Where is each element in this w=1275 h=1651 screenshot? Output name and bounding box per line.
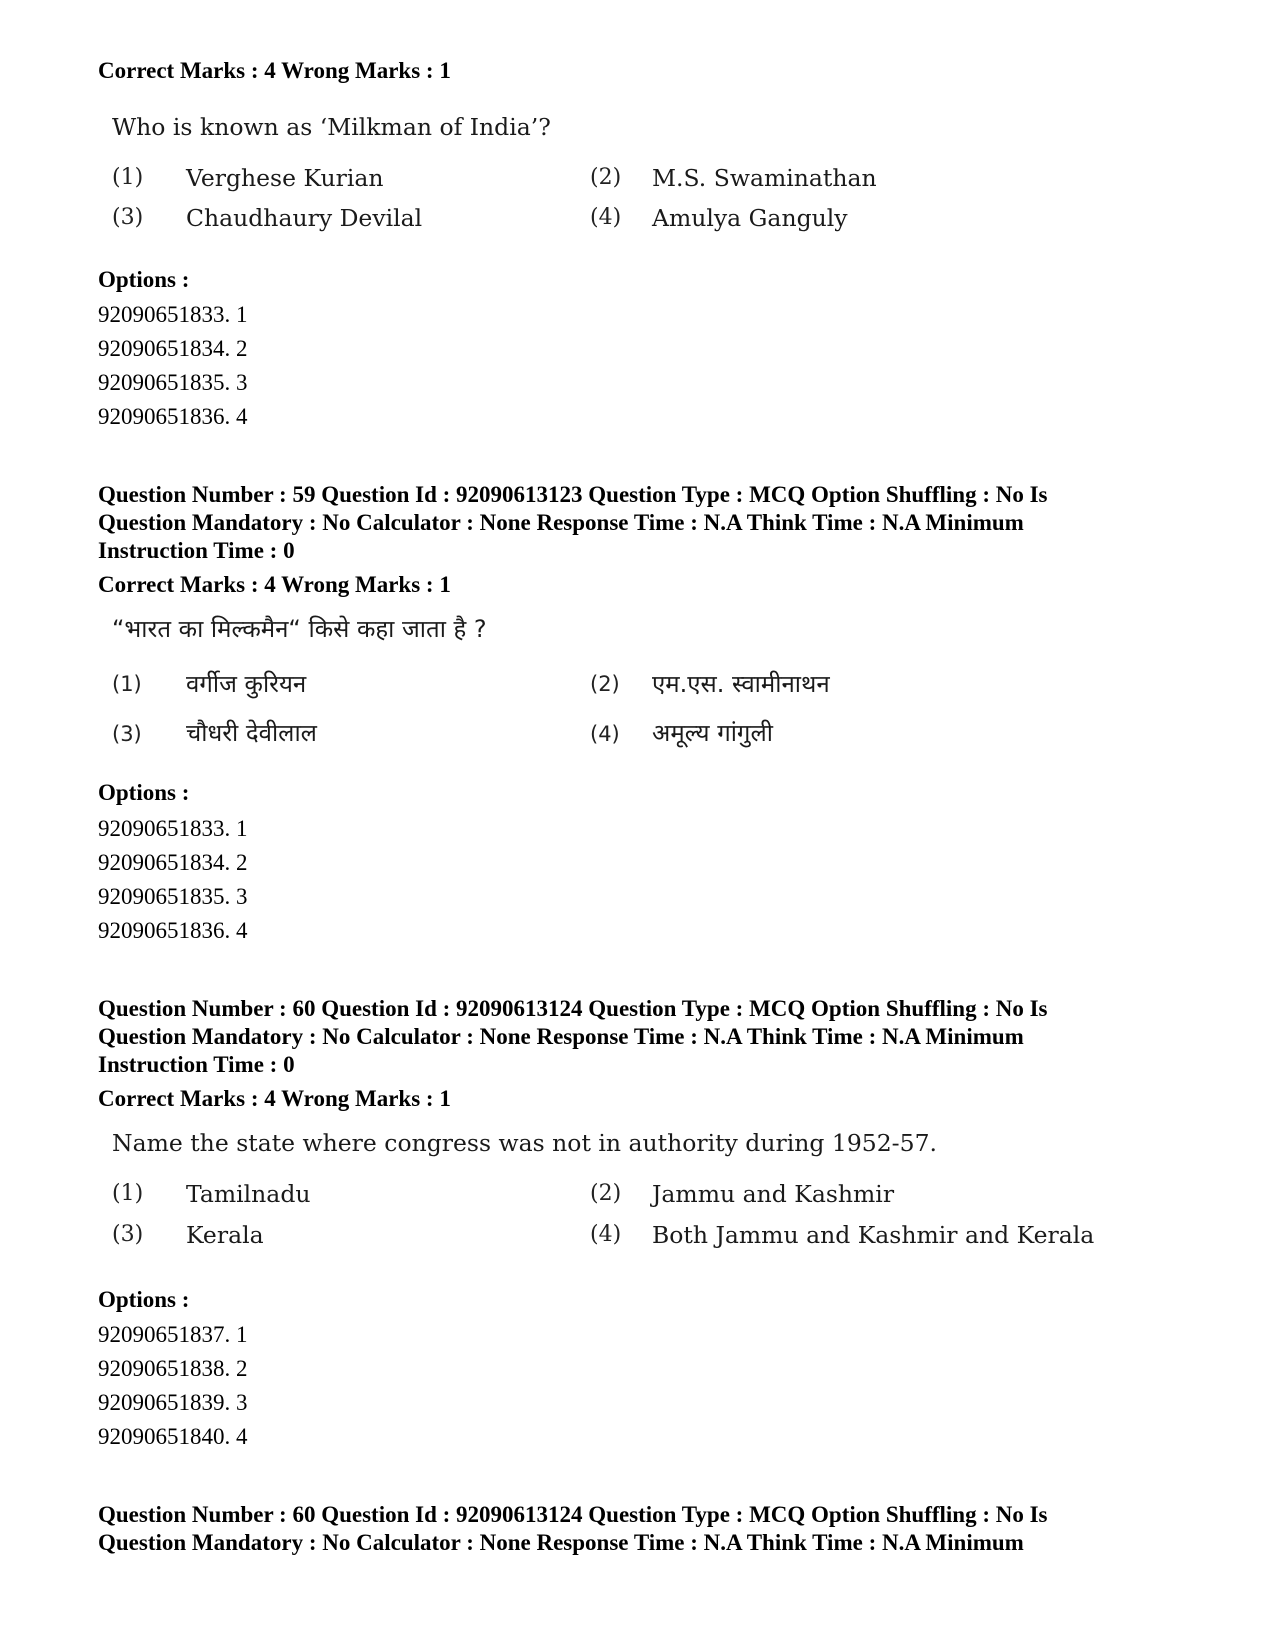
choice-number: (2)	[590, 672, 620, 696]
question-header: Instruction Time : 0	[98, 1052, 295, 1077]
choice-number: (3)	[112, 722, 142, 746]
marks-line: Correct Marks : 4 Wrong Marks : 1	[98, 572, 451, 597]
choice-text: अमूल्य गांगुली	[652, 719, 773, 747]
option-id: 92090651840. 4	[98, 1424, 248, 1449]
choice-number: (1)	[112, 165, 144, 190]
question-header: Question Mandatory : No Calculator : None Response Time : N.A Think Time : N.A Minimum	[98, 1530, 1024, 1555]
choice-number: (4)	[590, 722, 620, 746]
option-id: 92090651839. 3	[98, 1390, 248, 1415]
question-header: Question Number : 60 Question Id : 92090613124 Question Type : MCQ Option Shuffling : No Is	[98, 1502, 1048, 1527]
choice-text: Tamilnadu	[186, 1180, 311, 1208]
option-id: 92090651838. 2	[98, 1356, 248, 1381]
option-id: 92090651836. 4	[98, 404, 248, 429]
options-label: Options :	[98, 1287, 190, 1312]
choice-number: (4)	[590, 205, 622, 230]
choice-number: (1)	[112, 672, 142, 696]
choice-text: Chaudhaury Devilal	[186, 204, 423, 232]
choice-number: (2)	[590, 165, 622, 190]
choice-text: Verghese Kurian	[186, 164, 384, 192]
choice-text: M.S. Swaminathan	[652, 164, 877, 192]
choice-number: (3)	[112, 1222, 144, 1247]
choice-text: Kerala	[186, 1221, 264, 1249]
option-id: 92090651834. 2	[98, 850, 248, 875]
choice-number: (4)	[590, 1222, 622, 1247]
option-id: 92090651837. 1	[98, 1322, 248, 1347]
choice-number: (3)	[112, 205, 144, 230]
option-id: 92090651834. 2	[98, 336, 248, 361]
choice-text: एम.एस. स्वामीनाथन	[652, 670, 830, 698]
question-header: Question Number : 60 Question Id : 92090613124 Question Type : MCQ Option Shuffling : No Is	[98, 996, 1048, 1021]
option-id: 92090651833. 1	[98, 816, 248, 841]
question-header: Question Mandatory : No Calculator : None Response Time : N.A Think Time : N.A Minimum	[98, 510, 1024, 535]
question-text: Name the state where congress was not in authority during 1952-57.	[112, 1129, 937, 1157]
question-header: Instruction Time : 0	[98, 538, 295, 563]
choice-text: Both Jammu and Kashmir and Kerala	[652, 1221, 1095, 1249]
choice-text: Amulya Ganguly	[652, 204, 848, 232]
question-header: Question Mandatory : No Calculator : None Response Time : N.A Think Time : N.A Minimum	[98, 1024, 1024, 1049]
choice-text: चौधरी देवीलाल	[186, 719, 317, 747]
option-id: 92090651833. 1	[98, 302, 248, 327]
choice-text: वर्गीज कुरियन	[186, 670, 307, 698]
question-header: Question Number : 59 Question Id : 92090613123 Question Type : MCQ Option Shuffling : No Is	[98, 482, 1048, 507]
option-id: 92090651835. 3	[98, 370, 248, 395]
question-text: Who is known as ‘Milkman of India’?	[112, 113, 551, 141]
question-text: “भारत का मिल्कमैन“ किसे कहा जाता है ?	[112, 615, 487, 643]
choice-number: (1)	[112, 1181, 144, 1206]
choice-text: Jammu and Kashmir	[652, 1180, 895, 1208]
option-id: 92090651836. 4	[98, 918, 248, 943]
option-id: 92090651835. 3	[98, 884, 248, 909]
marks-line: Correct Marks : 4 Wrong Marks : 1	[98, 1086, 451, 1111]
marks-line: Correct Marks : 4 Wrong Marks : 1	[98, 58, 451, 83]
options-label: Options :	[98, 780, 190, 805]
options-label: Options :	[98, 267, 190, 292]
choice-number: (2)	[590, 1181, 622, 1206]
